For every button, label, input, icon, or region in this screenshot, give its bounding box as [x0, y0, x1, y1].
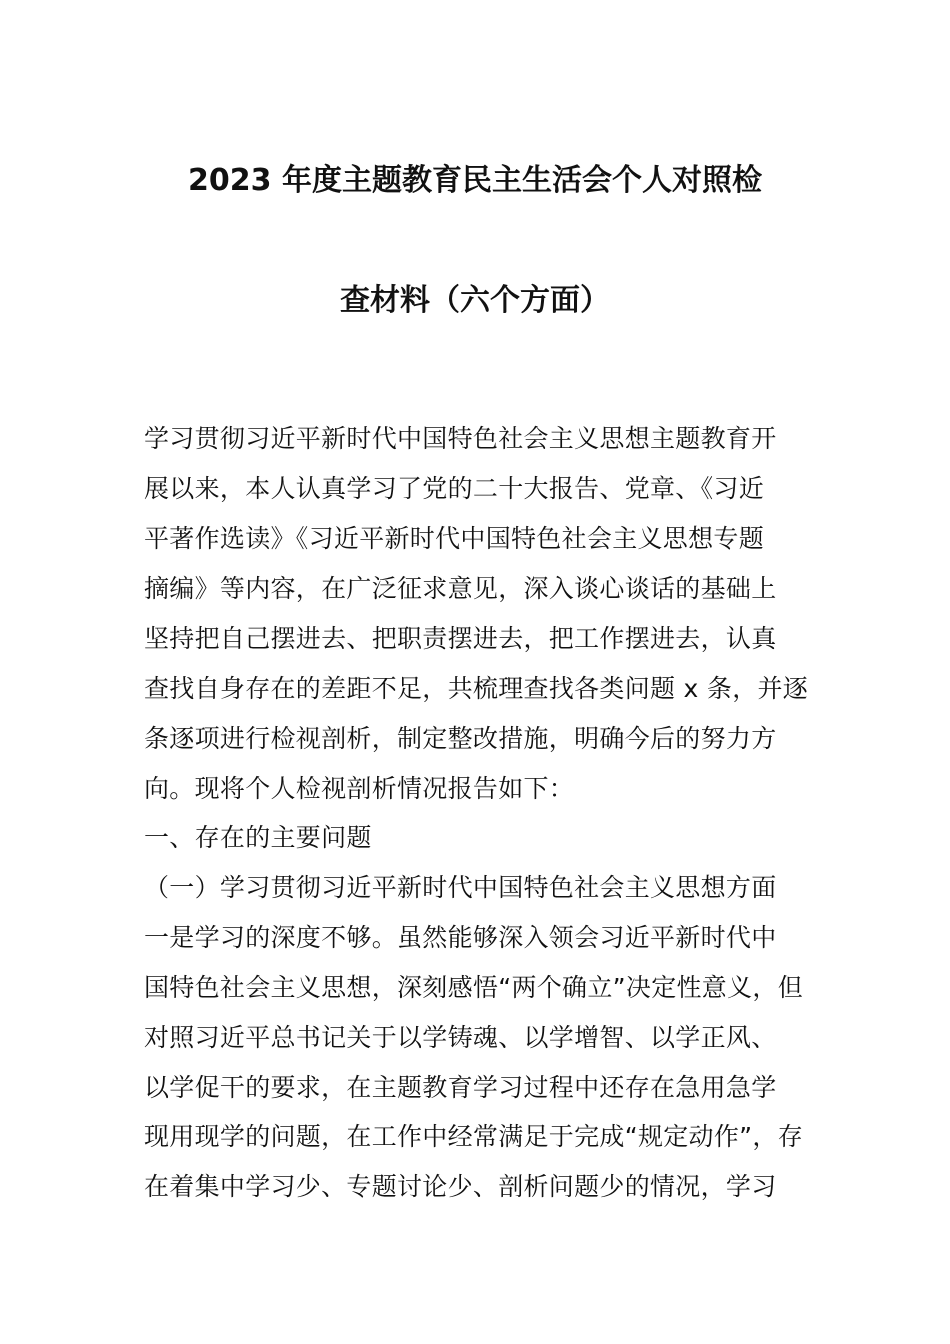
body-text-line: 现用现学的问题，在工作中经常满足于完成“规定动作”，存	[144, 1122, 804, 1151]
body-text-line: 条逐项进行检视剖析，制定整改措施，明确今后的努力方	[144, 724, 777, 753]
section-heading: 一、存在的主要问题	[144, 823, 372, 852]
body-text-line: 国特色社会主义思想，深刻感悟“两个确立”决定性意义，但	[144, 973, 804, 1002]
document-title-line-1: 2023 年度主题教育民主生活会个人对照检	[188, 163, 762, 198]
body-text-line: 向。现将个人检视剖析情况报告如下：	[144, 774, 575, 803]
body-text-line: 学习贯彻习近平新时代中国特色社会主义思想主题教育开	[144, 424, 777, 453]
body-text-line: 在着集中学习少、专题讨论少、剖析问题少的情况，学习	[144, 1172, 777, 1201]
body-text-line: 一是学习的深度不够。虽然能够深入领会习近平新时代中	[144, 923, 777, 952]
body-text-line: 对照习近平总书记关于以学铸魂、以学增智、以学正风、	[144, 1023, 777, 1052]
body-text-line: 展以来，本人认真学习了党的二十大报告、党章、《习近	[144, 474, 765, 503]
body-text-line: 查找自身存在的差距不足，共梳理查找各类问题 x 条，并逐	[144, 674, 809, 703]
body-text-line: 坚持把自己摆进去、把职责摆进去，把工作摆进去，认真	[144, 624, 777, 653]
subsection-heading: （一）学习贯彻习近平新时代中国特色社会主义思想方面	[144, 873, 777, 902]
body-text-line: 平著作选读》《习近平新时代中国特色社会主义思想专题	[144, 524, 765, 553]
body-text-line: 摘编》等内容，在广泛征求意见，深入谈心谈话的基础上	[144, 574, 777, 603]
body-text-line: 以学促干的要求，在主题教育学习过程中还存在急用急学	[144, 1073, 777, 1102]
document-title-line-2: 查材料（六个方面）	[340, 283, 610, 318]
